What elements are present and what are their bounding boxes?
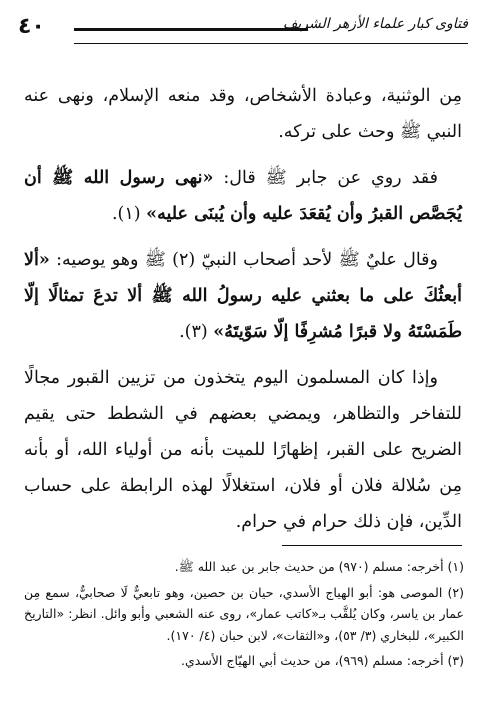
paragraph-2 — [24, 160, 462, 232]
footnote-separator — [282, 545, 462, 546]
hadith-quote-2: «ألا أبعثُكَ على ما بعثني عليه رسولُ الله ﷺ ألا تدعَ تمثالًا إلّا طَمَسْتَهُ ولا قبرًا مُشرِفًا إلّا سَوّيتَهُ» — [24, 250, 462, 342]
paragraph-3-intro: وقال عليٌ ﷺ لأحد أصحاب النبيّ (٢) ﷺ وهو يوصيه: — [49, 250, 438, 270]
footnote-3: (٣) أخرجه: مسلم (٩٦٩)، من حديث أبي الهيّاج الأسدي. — [181, 653, 464, 668]
footnote-2: (٢) الموصى هو: أبو الهياج الأسدي، حيان بن حصين، وهو تابعيٌّ لَا صحابيٌّ، سمع مِن عمار بن ياسر، وكان يُلقَّب بـ«كاتب عمار»، روى عنه الشعبي وأبو وائل. انظر: «التاريخ الكبير»، للبخاري (٣/ ٥٣)، و«الثقات»، لابن حبان (٤/ ١٧٠). — [24, 584, 464, 643]
book-title: فتاوى كبار علماء الأزهر الشريف — [282, 16, 468, 32]
paragraph-3 — [24, 242, 462, 350]
running-header — [18, 12, 468, 50]
header-rule-thick — [74, 28, 308, 31]
main-text — [24, 78, 462, 550]
footnotes — [24, 556, 464, 672]
footnote-1: (١) أخرجه: مسلم (٩٧٠) من حديث جابر بن عبد الله ﷺ. — [174, 559, 464, 574]
hadith-quote-1: «نهى رسول الله ﷺ أن يُجَصَّص القبرُ وأن يُقعَدَ عليه وأن يُبنَى عليه» — [24, 168, 462, 224]
paragraph-1: مِن الوثنية، وعبادة الأشخاص، وقد منعه الإسلام، ونهى عنه النبي ﷺ وحث على تركه. — [24, 86, 462, 142]
footnote-ref-3: (٣). — [179, 322, 214, 342]
paragraph-4: وإذا كان المسلمون اليوم يتخذون من تزيين القبور مجالًا للتفاخر والتظاهر، ويمضي بعضهم في الشطط حتى يقيم الضريح على القبر، إظهارًا للميت بأنه من أولياء الله، أو بأنه مِن سُلالة فلان أو فلان، استغلالًا لهذه الرابطة على حساب الدِّين، فإن ذلك حرام في حرام. — [24, 368, 462, 532]
footnote-ref-1: (١). — [111, 204, 147, 224]
page-number: ٤٠ — [18, 14, 45, 39]
header-rule-thin — [74, 43, 468, 44]
paragraph-2-intro: فقد روي عن جابر ﷺ قال: — [213, 168, 438, 188]
